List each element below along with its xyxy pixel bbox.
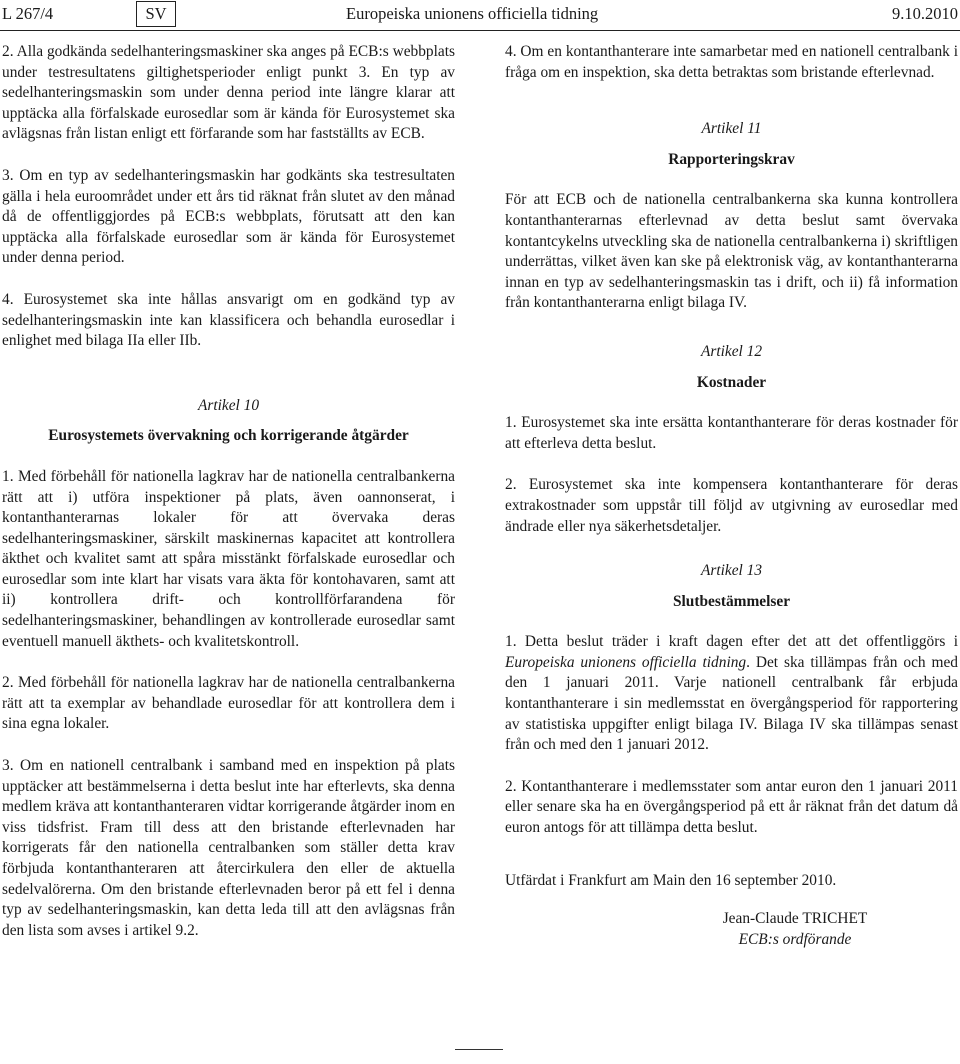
paragraph-10-4: 4. Om en kontanthanterare inte samarbetar med en nationell centralbank i fråga om en inspektion, ska detta betraktas som bristande efterlevnad. xyxy=(505,43,958,81)
article-11-number: Artikel 11 xyxy=(701,120,762,138)
journal-title: Europeiska unionens officiella tidning xyxy=(346,4,599,23)
article-10-number: Artikel 10 xyxy=(197,396,260,414)
signature-block xyxy=(675,909,915,950)
paragraph-13-1-end: . Det ska tillämpas från och med den 1 januari 2011. Varje nationell centralbank får erbjuda kontanthanterare i sin medlemsstat en övergångsperiod för rapportering av statistiska uppgifter enligt bilaga IV. Bilaga IV ska tillämpas senast från och med den 1 januari 2012. xyxy=(505,653,958,754)
paragraph-12-2: 2. Eurosystemet ska inte kompensera kontanthanterare för deras extrakostnader som uppstår till följd av utgivning av eurosedlar med ändrade eller nya säkerhetsdetaljer. xyxy=(505,476,958,535)
paragraph-9-4: 4. Eurosystemet ska inte hållas ansvarigt om en godkänd typ av sedelhanteringsmaskin inte kan klassificera och behandla eurosedlar i enlighet med bilaga IIa eller IIb. xyxy=(2,290,455,350)
paragraph-10-3: 3. Om en nationell centralbank i samband med en inspektion på plats upptäcker att bestämmelserna i detta beslut inte har efterlevts, ska denna medlem kräva att kontanthanteraren vidtar korrigerande åtgärder inom en viss tidsfrist. Fram till dess att den bristande efterlevnaden har korrigerats får den nationella centralbanken som ställer detta krav förbjuda kontanthanteraren att återcirkulera den eller de aktuella sedelvalörerna. Om den bristande efterlevnaden beror på ett fel i denna typ av sedelhanteringsmaskin, kan detta leda till att den avlägsnas från den lista som avses i artikel 9.2. xyxy=(2,757,455,939)
paragraph-13-2: 2. Kontanthanterare i medlemsstater som antar euron den 1 januari 2011 eller senare ska ha en övergångsperiod på ett år räknat från det datum då euron antogs för att tillämpa detta beslut. xyxy=(505,777,958,837)
article-11-title: Rapporteringskrav xyxy=(668,150,795,168)
paragraph-11: För att ECB och de nationella centralbankerna ska kunna kontrollera kontanthanterarnas efterlevnad av detta beslut samt övervaka kontantcykelns utveckling ska de nationella centralbankerna i) skriftligen underrättas, vilket även kan ske på elektronisk väg, av kontanthanterarna innan en typ av sedelhanteringsmaskin tas i drift, och ii) få information från kontanthanterarna enligt bilaga IV. xyxy=(505,191,958,312)
footer-rule xyxy=(455,1049,503,1050)
paragraph-13-1-start: 1. Detta beslut träder i kraft dagen efter det att det offentliggörs i xyxy=(505,633,958,651)
language-box: SV xyxy=(136,1,176,27)
journal-name: Europeiska unionens officiella tidning xyxy=(505,653,747,671)
article-12-title: Kostnader xyxy=(696,373,767,391)
paragraph-10-2: 2. Med förbehåll för nationella lagkrav har de nationella centralbankerna rätt att ta exemplar av behandlade eurosedlar för att kontrollera dem i sina egna lokaler. xyxy=(2,674,455,733)
paragraph-9-2: 2. Alla godkända sedelhanteringsmaskiner ska anges på ECB:s webbplats under testresultatens giltighetsperioder enligt punkt 3. En typ av sedelhanteringsmaskin som under denna period inte längre klarar att upptäcka alla förfalskade eurosedlar som är kända för Eurosystemet ska avlägsnas från listan enligt ett förfarande som har fastställts av ECB. xyxy=(2,43,455,143)
done-at-statement: Utfärdat i Frankfurt am Main den 16 september 2010. xyxy=(505,871,837,889)
page-header xyxy=(0,0,960,31)
paragraph-10-1: 1. Med förbehåll för nationella lagkrav har de nationella centralbankerna rätt att i) utföra inspektioner på plats, även oannonserat, i kontanthanterarnas lokaler för att övervaka deras sedelhanteringsmaskiner, särskilt maskinernas kapacitet att kontrollera äkthet och kvalitet samt att spåra misstänkt förfalskade eurosedlar och eurosedlar som inte klart har visats vara äkta för kontohavaren, samt att ii) kontrollera drift- och kontrollförfarandena för sedelhanteringsmaskiner, behandlingen av kontrollerade eurosedlar samt eventuell manuell äkthets- och kvalitetskontroll. xyxy=(2,467,455,650)
article-10-title: Eurosystemets övervakning och korrigerande åtgärder xyxy=(48,427,409,445)
signatory-role: ECB:s ordförande xyxy=(738,930,852,948)
page-reference: L 267/4 xyxy=(2,4,54,23)
left-column xyxy=(2,42,455,941)
publication-date: 9.10.2010 xyxy=(892,4,958,23)
signatory-name: Jean-Claude TRICHET xyxy=(722,910,868,928)
article-13-number: Artikel 13 xyxy=(700,562,763,580)
paragraph-9-3: 3. Om en typ av sedelhanteringsmaskin har godkänts ska testresultaten gälla i hela euroområdet under ett års tid räknat från slutet av den månad då de offentliggjordes på ECB:s webbplats, förutsatt att den kan upptäcka alla förfalskade eurosedlar som är kända för Eurosystemet under denna period. xyxy=(2,166,455,267)
article-13-title: Slutbestämmelser xyxy=(672,592,791,610)
article-12-number: Artikel 12 xyxy=(700,342,763,360)
right-column xyxy=(505,42,958,950)
paragraph-13-1 xyxy=(505,632,958,756)
paragraph-12-1: 1. Eurosystemet ska inte ersätta kontanthanterare för deras kostnader för att efterleva detta beslut. xyxy=(505,414,958,452)
